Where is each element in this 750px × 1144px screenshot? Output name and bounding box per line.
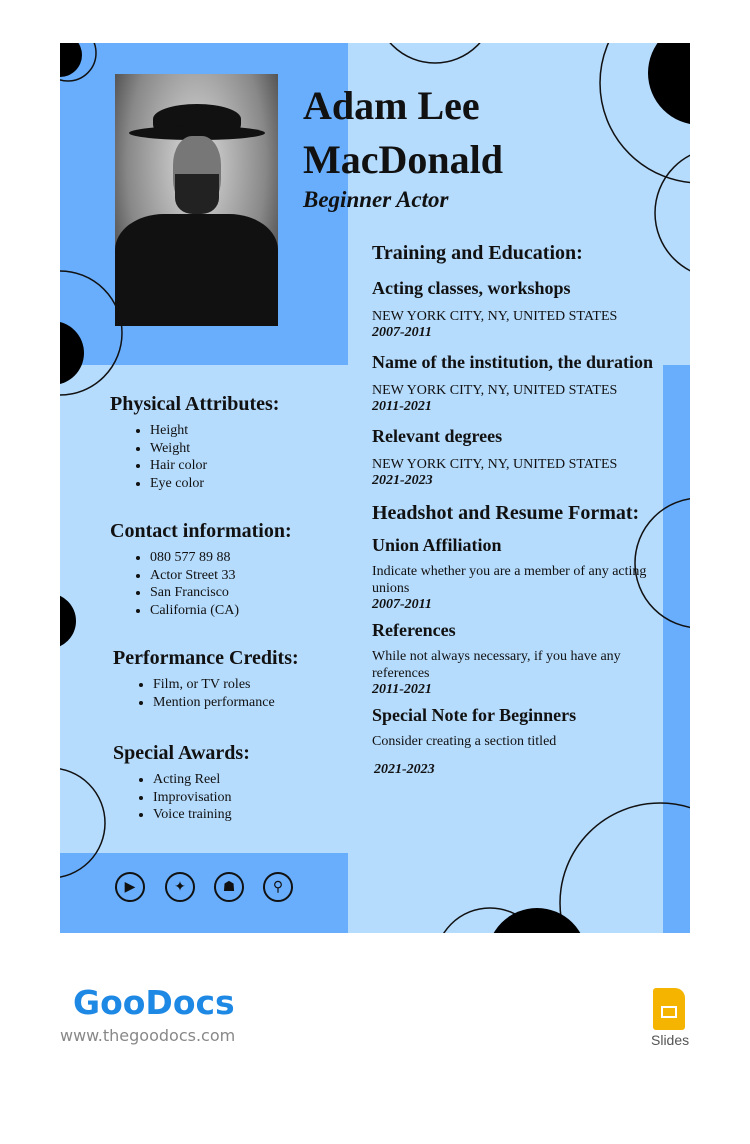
candidate-name: Adam Lee MacDonald (303, 83, 503, 182)
section-title: Performance Credits: (113, 647, 299, 669)
twitter-icon[interactable]: ✦ (165, 872, 195, 902)
entry-years: 2011-2021 (372, 399, 432, 414)
list-item: • Acting Reel (153, 771, 250, 789)
list-item: • Improvisation (153, 789, 250, 807)
right-column (372, 242, 657, 778)
entry-years: 2007-2011 (372, 325, 432, 340)
education-entry (372, 351, 657, 415)
entry-text: Indicate whether you are a member of any acting unions (372, 564, 647, 596)
list-item: • 080 577 89 88 (150, 549, 292, 567)
entry-title: Special Note for Beginners (372, 705, 577, 725)
training-title: Training and Education: (372, 242, 583, 264)
info-entry (372, 619, 657, 698)
snapchat-icon[interactable]: ☗ (214, 872, 244, 902)
list-item: • Weight (150, 440, 279, 458)
list-item: • Height (150, 422, 279, 440)
education-entry (372, 425, 657, 489)
entry-location: NEW YORK CITY, NY, UNITED STATES (372, 309, 618, 324)
entry-title: Name of the institution, the duration (372, 352, 654, 372)
info-entry (372, 704, 657, 778)
credits-section (113, 647, 299, 711)
contact-section (110, 520, 292, 619)
resume-page (60, 43, 690, 933)
entry-years: 2021-2023 (372, 473, 433, 488)
section-title: Special Awards: (113, 742, 250, 764)
entry-text: Consider creating a section titled (372, 734, 557, 749)
entry-title: Union Affiliation (372, 535, 502, 555)
list-item: • Hair color (150, 457, 279, 475)
entry-location: NEW YORK CITY, NY, UNITED STATES (372, 383, 618, 398)
entry-location: NEW YORK CITY, NY, UNITED STATES (372, 457, 618, 472)
entry-years: 2011-2021 (372, 682, 432, 697)
candidate-role: Beginner Actor (303, 187, 449, 212)
list-item: • Film, or TV roles (153, 676, 299, 694)
slides-label: Slides (651, 1032, 690, 1048)
headshot-title: Headshot and Resume Format: (372, 502, 640, 524)
youtube-icon[interactable]: ▶ (115, 872, 145, 902)
physical-section (110, 393, 279, 492)
list-item: • Mention performance (153, 694, 299, 712)
list-item: • San Francisco (150, 584, 292, 602)
entry-years: 2021-2023 (374, 762, 435, 777)
list-item: • California (CA) (150, 602, 292, 620)
entry-title: References (372, 620, 456, 640)
goodocs-logo[interactable]: GooDocs (73, 983, 235, 1022)
entry-text: While not always necessary, if you have any references (372, 649, 621, 681)
list-item: • Actor Street 33 (150, 567, 292, 585)
entry-title: Relevant degrees (372, 426, 503, 446)
location-icon[interactable]: ⚲ (263, 872, 293, 902)
website-url[interactable]: www.thegoodocs.com (60, 1026, 236, 1045)
education-entry (372, 277, 657, 341)
section-title: Contact information: (110, 520, 292, 542)
list-item: • Voice training (153, 806, 250, 824)
profile-photo (115, 74, 278, 326)
section-title: Physical Attributes: (110, 393, 280, 415)
info-entry (372, 534, 657, 613)
awards-section (113, 742, 250, 824)
entry-title: Acting classes, workshops (372, 278, 571, 298)
slides-icon (653, 988, 685, 1030)
list-item: • Eye color (150, 475, 279, 493)
entry-years: 2007-2011 (372, 597, 432, 612)
